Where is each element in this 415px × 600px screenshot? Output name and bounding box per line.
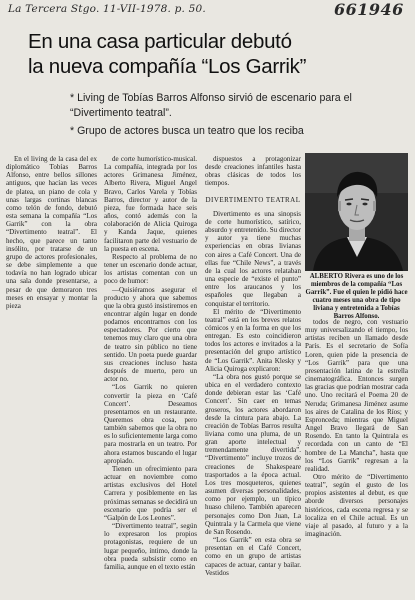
paragraph: En el living de la casa del ex diplomático Tobías Barros Alfonso, entre bellos sillones antiguos, que hacían las veces de platea, un piano de cola y unas largas cortinas blancas como telón de fondo, debutó esta semana la compañía “Los Garrik” con la obra “Divertimento teatral”. El hecho, que parece un tanto insólito, por tratarse de un grupo de actores profesionales, se debe simplemente a que todavía no han logrado ubicar una sala donde presentarse, a pesar de que demoraron tres meses en ensayar y montar la pieza	[6, 155, 97, 310]
paragraph: Otro mérito de “Divertimento teatral”, según el gusto de los propios asistentes al debut, es que aborde diversos personajes históricos, cada escena regresa y se localiza en el Chile actual. Es un viaje al pasado, al futuro y a la imaginación.	[305, 472, 408, 539]
headline-line-1: En una casa particular debutó	[28, 30, 292, 53]
paragraph: Tienen un ofrecimiento para actuar en noviembre como artistas exclusivos del Hotel Carrera y posiblemente en las próximas semanas se decidirá un escenario que podría ser el “Galpón de Los Leones”.	[104, 464, 197, 522]
handwritten-source-note: La Tercera Stgo. 11-VII-1978. p. 50.	[8, 3, 206, 15]
portrait-illustration	[305, 153, 408, 271]
article-column-1	[6, 155, 97, 595]
paragraph: “La obra nos gustó porque se ubica en el verdadero contexto donde debieran estar las ‘Café Concert’. Sin caer en temas groseros, los actores abordaron desde la cintura para abajo. La creación de Tobías Barros resulta liviana como una pluma, de un gran aporte intelectual y tremendamente divertida”. “Divertimento” incluye trozos de creaciones de Shakespeare trasportados a la época actual. Los tres mosqueteros, quienes asumen diversas personalidades, como por ejemplo, un típico huaso chileno. También aparecen personajes como Don Juan, La Quintrala y la Carmela que viene de San Rosendo.	[205, 372, 301, 536]
article-column-4	[305, 318, 408, 596]
paragraph: Respecto al problema de no tener un escenario donde actuar, los artistas comentan con un poco de humor:	[104, 252, 197, 286]
paragraph: de corte humorístico-musical. La compañía, integrada por los actores Grimanesa Jiménez, Alberto Rivera, Miguel Angel Bravo, Carlos Varela y Tobías Barros, director y autor de la pieza, fue formada hace seis años, contó además con la colaboración de Alicia Quiroga y Kanda Jaque, quienes facilitaron parte del vestuario de la puesta en escena.	[104, 155, 197, 253]
paragraph: “Divertimento teatral”, según lo expresaron los propios protagonistas, requiere de un lugar pequeño, íntimo, donde la obra pueda subsistir como en familia, aunque en el texto están	[104, 522, 197, 571]
paragraph: El mérito de “Divertimento teatral” está en los breves relatos cómicos y en la forma en que los entregan. Es esto coincidieron todos los actores e invitados a la presentación del grupo artístico de “Los Garrik”. Anita Klesky y Alicia Quiroga explicaron:	[205, 307, 301, 373]
headline	[28, 29, 403, 79]
paragraph: —Quisiéramos asegurar el producto y ahora que sabemos que la obra gustó insistiremos en encontrar algún lugar en donde podamos encontrarnos con los espectadores. Por cierto que tenemos muy claro que una obra de teatro sin público no tiene sentido. Un poeta puede guardar sus creaciones incluso hasta después de muerto, pero un actor no.	[104, 285, 197, 384]
paragraph: dispuestos a protagonizar desde creaciones infantiles hasta obras clásicas de todos los tiempos.	[205, 155, 301, 188]
paragraph: Divertimento es una sinopsis de corte humorístico, satírico, absurdo y entretenido. Su director y autor ya tiene muchas experiencias en obras livianas con aires a Café Concert. Una de ellas fue “Chile News”, a través de la cual los actores relataban una especie de “existe el punto” entre los araucanos y los españoles que llegaban a conquistar el territorio.	[205, 209, 301, 308]
actor-portrait-photo	[305, 153, 408, 271]
section-heading: DIVERTIMENTO TEATRAL	[205, 195, 301, 204]
article-column-3	[205, 155, 301, 595]
paragraph: “Los Garrik” en esta obra se presentan en el Café Concert, como en un grupo de artistas capaces de actuar, cantar y bailar. Vestidos	[205, 536, 301, 577]
paragraph: “Los Garrik no quieren convertir la pieza en ‘Café Concert’. Deseamos presentarnos en un restaurante. Queremos obra cosa, pero también sabemos que la obra no es lo suficientemente larga como para mostrarla en un teatro. Por ahora estamos buscando el lugar apropiado.	[104, 383, 197, 465]
subheading-2: * Grupo de actores busca un teatro que los reciba	[70, 125, 304, 137]
handwritten-archive-number: 661946	[334, 0, 404, 19]
subheadings	[70, 91, 405, 142]
photo-caption: ALBERTO Rivera es uno de los miembros de la compañía “Los Garrik”. Fue el quien le pidió hace cuatro meses una obra de tipo liviana y entretenida a Tobías Barros Alfonso.	[305, 273, 408, 320]
headline-line-2: la nueva compañía “Los Garrik”	[28, 55, 307, 78]
subheading-1: * Living de Tobías Barros Alfonso sirvió de escenario para el “Divertimento teatral”.	[70, 92, 352, 119]
paragraph: todos de negro, con vestuario muy universalizando el tiempo, los artistas reciben un llamado desde París. Es el secretario de Sofía Loren, quien pide la presencia de “Los Garrik” para que una presentación latina de la estrella cinematográfica. Entonces surgen las gracias que podrían mostrar cada uno. Uno recitará el Poema 20 de Neruda; Grimanesa Jiménez asume los aires de Catalina de los Ríos; y Espronceda; mientras que Miguel Angel Bravo llegará de San Rosendo. En tanto la Quintrala es recordada con un canto de “El hombre de La Mancha”, hasta que los “Los Garrik” regresan a la realidad.	[305, 318, 408, 473]
article-column-2	[104, 155, 197, 595]
